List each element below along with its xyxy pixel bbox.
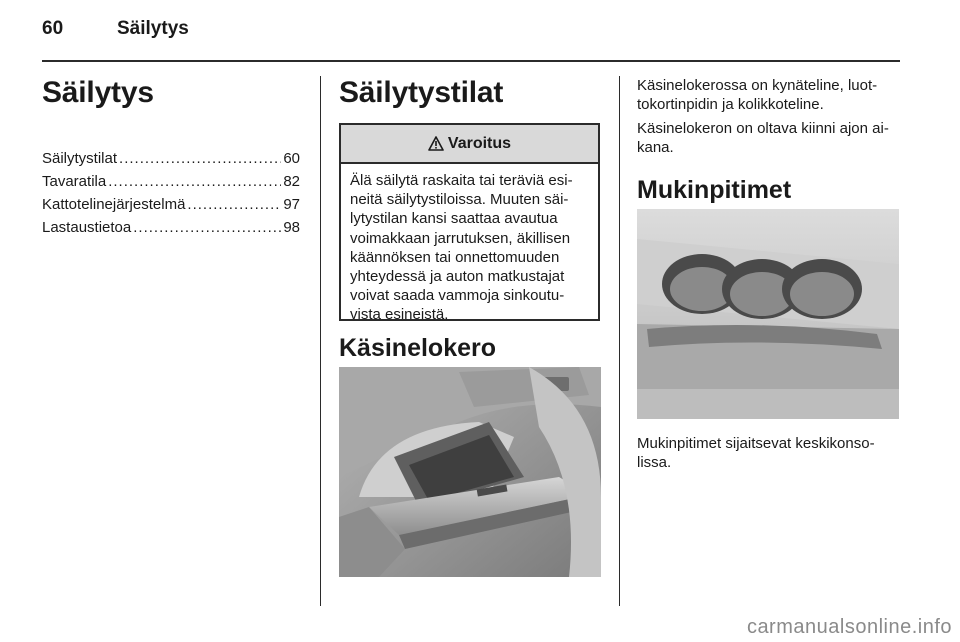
toc-leader-dots [108, 173, 281, 190]
text-line: tokortinpidin ja kolikkoteline. [637, 96, 824, 113]
text-line: voimakkaan jarrutuksen, äkillisen [350, 229, 571, 247]
toc-entry[interactable] [42, 196, 300, 219]
text-line: kana. [637, 139, 674, 156]
toc-entry-label: Lastaustietoa [42, 219, 132, 236]
watermark: carmanualsonline.info [746, 616, 952, 638]
column-divider-2 [619, 76, 620, 606]
table-of-contents [42, 150, 300, 242]
subsection-heading: Mukinpitimet [637, 176, 792, 204]
toc-entry-page: 60 [283, 150, 300, 167]
text-line: neitä säilytystiloissa. Muuten säi- [350, 191, 569, 209]
header-rule [42, 60, 900, 62]
text-line: Mukinpitimet sijaitsevat keskikonso- [637, 435, 875, 452]
toc-leader-dots [133, 219, 281, 236]
text-line: Käsinelokerossa on kynäteline, luot- [637, 77, 878, 94]
warning-text [341, 164, 598, 325]
toc-entry-label: Säilytystilat [42, 150, 118, 167]
chapter-heading: Säilytys [42, 76, 154, 109]
text-line: yhteydessä ja auton matkustajat [350, 268, 565, 286]
toc-entry-page: 82 [283, 173, 300, 190]
toc-entry-label: Kattotelinejärjestelmä [42, 196, 186, 213]
text-line: Älä säilytä raskaita tai teräviä esi- [350, 172, 573, 189]
text-line: lissa. [637, 454, 672, 471]
text-line: käännöksen tai onnettomuuden [350, 248, 560, 266]
section-heading: Säilytystilat [339, 76, 504, 109]
warning-title: Varoitus [447, 134, 512, 152]
running-title: Säilytys [117, 18, 189, 39]
toc-entry[interactable] [42, 150, 300, 173]
toc-entry-page: 98 [283, 219, 300, 236]
toc-entry-label: Tavaratila [42, 173, 107, 190]
toc-entry[interactable] [42, 173, 300, 196]
page-number: 60 [42, 18, 64, 39]
text-line: lytystilan kansi saattaa avautua [350, 210, 558, 228]
text-line: voivat saada vammoja sinkoutu- [350, 287, 565, 305]
paragraph [637, 119, 889, 157]
text-line: Käsinelokeron on oltava kiinni ajon ai- [637, 120, 889, 137]
text-line: vista esineistä. [350, 306, 449, 324]
subsection-heading: Käsinelokero [339, 334, 497, 362]
toc-entry[interactable] [42, 219, 300, 242]
glovebox-illustration [339, 367, 601, 577]
warning-header [341, 125, 598, 164]
warning-box [339, 123, 600, 324]
column-divider-1 [320, 76, 321, 606]
toc-entry-page: 97 [283, 196, 300, 213]
warning-triangle-icon [428, 136, 444, 151]
cupholders-illustration [637, 209, 899, 419]
toc-leader-dots [187, 196, 281, 213]
toc-leader-dots [119, 150, 281, 167]
caption [637, 434, 875, 472]
paragraph [637, 76, 877, 114]
